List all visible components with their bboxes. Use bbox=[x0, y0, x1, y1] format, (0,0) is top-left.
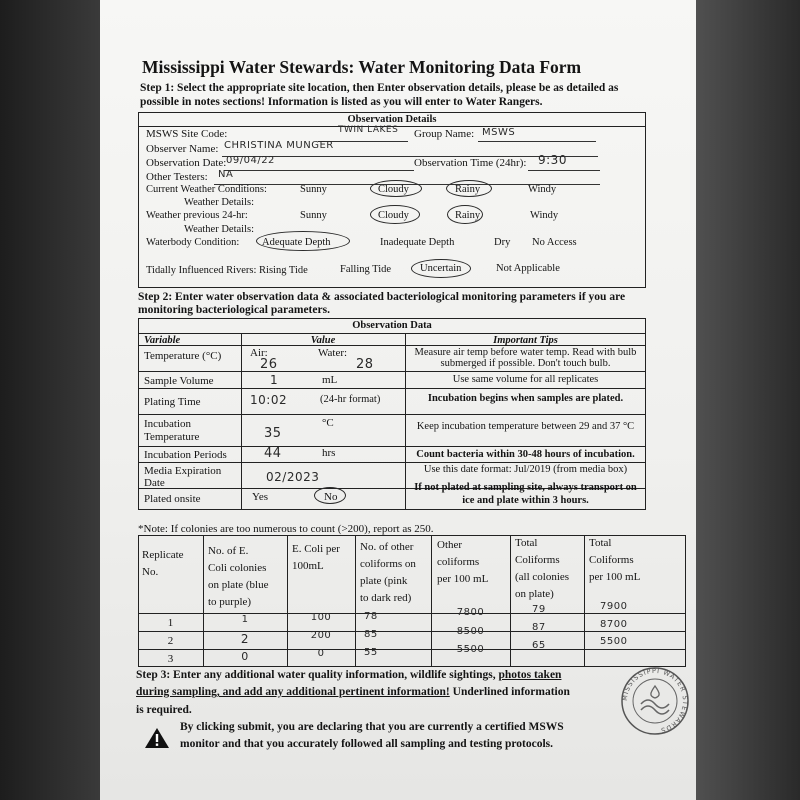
row3-ecoli-per-100ml[interactable]: 0 bbox=[317, 648, 325, 659]
header-total-coliforms-line2: Coliforms bbox=[515, 554, 560, 566]
media-expiration-label-line1: Media Expiration bbox=[144, 465, 222, 477]
step2-line1: Step 2: Enter water observation data & associated bacteriological monitoring parameters if you are bbox=[138, 291, 626, 303]
observation-date-value[interactable]: 09/04/22 bbox=[226, 155, 275, 166]
other-testers-label: Other Testers: bbox=[146, 171, 208, 183]
step3-line1-text: Step 3: Enter any additional water quality information, wildlife sightings, bbox=[136, 669, 499, 681]
colony-note: *Note: If colonies are too numerous to count (>200), report as 250. bbox=[138, 523, 434, 535]
header-total-coliforms-line3: (all colonies bbox=[515, 571, 570, 583]
header-ecoli-colonies-line4: to purple) bbox=[208, 596, 252, 608]
waterbody-condition-label: Waterbody Condition: bbox=[146, 237, 240, 248]
temperature-tip-line1: Measure air temp before water temp. Read with bulb bbox=[414, 347, 637, 358]
prev-weather-windy[interactable]: Windy bbox=[530, 210, 559, 221]
incubation-period-tip: Count bacteria within 30-48 hours of incubation. bbox=[416, 449, 635, 460]
observation-details-heading: Observation Details bbox=[347, 114, 437, 125]
plating-time-value[interactable]: 10:02 bbox=[250, 393, 288, 407]
step3-line1 bbox=[136, 669, 561, 681]
row3-other-coliforms[interactable]: 55 bbox=[364, 647, 378, 658]
header-other-coliforms-line1: No. of other bbox=[360, 541, 414, 553]
incubation-temp-unit: °C bbox=[322, 417, 334, 429]
sample-volume-label: Sample Volume bbox=[144, 375, 214, 387]
adequate-depth-circle-mark bbox=[256, 231, 350, 251]
header-total-per-100ml-line2: Coliforms bbox=[589, 554, 634, 566]
row1-other-coliforms[interactable]: 78 bbox=[364, 611, 378, 622]
incubation-period-value[interactable]: 44 bbox=[264, 446, 282, 461]
incubation-temp-value[interactable]: 35 bbox=[264, 426, 282, 441]
uncertain-circle-mark bbox=[411, 259, 471, 278]
certification-notice-line1: By clicking submit, you are declaring that you are currently a certified MSWS bbox=[180, 721, 564, 733]
water-label: Water: bbox=[318, 347, 348, 359]
row3-ecoli-colonies[interactable]: 0 bbox=[241, 650, 249, 663]
plated-no-circle-mark bbox=[314, 487, 346, 504]
tidal-not-applicable[interactable]: Not Applicable bbox=[496, 263, 560, 274]
plated-onsite-tip-line1: If not plated at sampling site, always transport on bbox=[414, 482, 637, 493]
waterbody-adequate-depth[interactable]: Adequate Depth bbox=[262, 237, 331, 248]
sample-volume-tip: Use same volume for all replicates bbox=[452, 374, 599, 385]
air-temp-value[interactable]: 26 bbox=[260, 357, 278, 372]
incubation-period-label: Incubation Periods bbox=[144, 449, 227, 461]
prev-cloudy-circle-mark bbox=[370, 205, 420, 224]
weather-details-label-2: Weather Details: bbox=[184, 224, 254, 235]
header-replicate-line2: No. bbox=[142, 566, 159, 578]
tidal-uncertain[interactable]: Uncertain bbox=[420, 263, 462, 274]
header-other-per-100ml-line2: coliforms bbox=[437, 556, 480, 568]
water-temp-value[interactable]: 28 bbox=[356, 357, 374, 372]
row2-total-coliforms[interactable]: 87 bbox=[532, 622, 546, 633]
current-weather-sunny[interactable]: Sunny bbox=[300, 184, 327, 195]
current-weather-cloudy[interactable]: Cloudy bbox=[378, 184, 409, 195]
observation-data-heading: Observation Data bbox=[352, 320, 432, 331]
observation-time-value[interactable]: 9:30 bbox=[538, 153, 567, 167]
plating-time-label: Plating Time bbox=[144, 396, 201, 408]
prev-weather-sunny[interactable]: Sunny bbox=[300, 210, 327, 221]
plated-onsite-no[interactable]: No bbox=[324, 491, 338, 503]
row1-total-per-100ml[interactable]: 7900 bbox=[600, 601, 628, 612]
step1-line1: Step 1: Select the appropriate site location, then Enter observation details, please be as detailed as bbox=[140, 82, 619, 94]
plating-time-unit: (24-hr format) bbox=[320, 394, 381, 405]
header-replicate-line1: Replicate bbox=[142, 549, 184, 561]
sample-volume-value[interactable]: 1 bbox=[270, 373, 279, 387]
row2-ecoli-per-100ml[interactable]: 200 bbox=[310, 630, 332, 641]
header-other-per-100ml-line1: Other bbox=[437, 539, 463, 551]
header-total-coliforms-line4: on plate) bbox=[515, 588, 554, 600]
header-ecoli-colonies-line3: on plate (blue bbox=[208, 579, 269, 591]
step3-photos-taken: photos taken bbox=[498, 669, 562, 681]
observation-date-label: Observation Date: bbox=[146, 157, 227, 169]
row2-total-per-100ml[interactable]: 8700 bbox=[600, 619, 628, 630]
incubation-period-unit: hrs bbox=[322, 447, 336, 459]
current-rainy-circle-mark bbox=[446, 180, 492, 197]
row1-ecoli-per-100ml[interactable]: 100 bbox=[310, 612, 332, 623]
step3-line2 bbox=[136, 686, 570, 698]
temperature-tip-line2: submerged if possible. Don't touch bulb. bbox=[440, 358, 611, 369]
step3-line2-text: Underlined information bbox=[449, 686, 570, 698]
header-ecoli-colonies-line1: No. of E. bbox=[208, 545, 249, 557]
header-total-per-100ml-line1: Total bbox=[589, 537, 612, 549]
header-ecoli-colonies-line2: Coli colonies bbox=[208, 562, 267, 574]
form-title: Mississippi Water Stewards: Water Monitoring Data Form bbox=[142, 57, 582, 77]
observation-time-label: Observation Time (24hr): bbox=[414, 157, 527, 169]
row3-total-per-100ml[interactable]: 5500 bbox=[600, 636, 628, 647]
sample-volume-unit: mL bbox=[322, 374, 338, 386]
certification-notice-line2: monitor and that you accurately followed all sampling and testing protocols. bbox=[180, 738, 554, 750]
prev-weather-cloudy[interactable]: Cloudy bbox=[378, 210, 409, 221]
backdrop-right bbox=[696, 0, 800, 800]
header-ecoli-per-100ml-line1: E. Coli per bbox=[292, 543, 340, 555]
header-other-coliforms-line2: coliforms on bbox=[360, 558, 416, 570]
site-code-value[interactable]: TWIN LAKES bbox=[338, 125, 399, 135]
col-value-header: Value bbox=[310, 335, 336, 346]
media-expiration-label-line2: Date bbox=[144, 477, 165, 489]
row3-replicate: 3 bbox=[167, 653, 174, 665]
row1-replicate: 1 bbox=[167, 617, 174, 629]
col-variable-header: Variable bbox=[144, 335, 181, 346]
current-weather-windy[interactable]: Windy bbox=[528, 184, 557, 195]
step3-underlined-text: during sampling, and add any additional pertinent information! bbox=[136, 686, 450, 698]
header-total-coliforms-line1: Total bbox=[515, 537, 538, 549]
current-cloudy-circle-mark bbox=[370, 180, 422, 197]
header-other-coliforms-line4: to dark red) bbox=[360, 592, 412, 604]
row1-total-coliforms[interactable]: 79 bbox=[532, 604, 546, 615]
header-total-per-100ml-line3: per 100 mL bbox=[589, 571, 641, 583]
other-testers-value[interactable]: NA bbox=[218, 169, 234, 180]
row3-other-per-100ml[interactable]: 5500 bbox=[456, 644, 485, 655]
plated-onsite-yes[interactable]: Yes bbox=[252, 491, 269, 503]
temperature-label: Temperature (°C) bbox=[144, 350, 222, 362]
mississippi-water-stewards-logo bbox=[620, 666, 690, 736]
current-weather-label: Current Weather Conditions: bbox=[146, 184, 267, 195]
weather-prev-label: Weather previous 24-hr: bbox=[146, 210, 248, 221]
incubation-temp-label-line1: Incubation bbox=[144, 418, 192, 430]
weather-details-label: Weather Details: bbox=[184, 197, 254, 208]
col-tips-header: Important Tips bbox=[493, 335, 558, 346]
step2-line2: monitoring bacteriological parameters. bbox=[138, 304, 330, 316]
observer-name-label: Observer Name: bbox=[146, 143, 219, 155]
form-paper bbox=[100, 0, 696, 800]
backdrop-left bbox=[0, 0, 100, 800]
plated-onsite-label: Plated onsite bbox=[144, 493, 201, 505]
header-ecoli-per-100ml-line2: 100mL bbox=[292, 560, 324, 572]
air-label: Air: bbox=[250, 347, 268, 359]
plating-time-tip: Incubation begins when samples are plated. bbox=[427, 393, 624, 404]
step3-line3: is required. bbox=[136, 704, 192, 716]
waterbody-no-access[interactable]: No Access bbox=[532, 237, 577, 248]
row1-ecoli-colonies[interactable]: 1 bbox=[241, 614, 249, 625]
group-name-value[interactable]: MSWS bbox=[482, 127, 516, 138]
header-other-coliforms-line3: plate (pink bbox=[360, 575, 408, 587]
prev-weather-rainy[interactable]: Rainy bbox=[455, 210, 481, 221]
waterbody-dry[interactable]: Dry bbox=[494, 237, 511, 248]
row2-ecoli-colonies[interactable]: 2 bbox=[240, 632, 250, 646]
tidal-rivers-label: Tidally Influenced Rivers: Rising Tide bbox=[146, 265, 308, 276]
logo-ring-text: MISSISSIPPI WATER STEWARDS bbox=[620, 666, 690, 735]
plated-onsite-tip-line2: ice and plate within 3 hours. bbox=[462, 495, 589, 506]
row3-total-coliforms[interactable]: 65 bbox=[532, 640, 546, 651]
site-code-label: MSWS Site Code: bbox=[146, 128, 228, 140]
media-expiration-value[interactable]: 02/2023 bbox=[266, 470, 320, 484]
observer-name-value[interactable]: CHRISTINA MUNGER bbox=[224, 140, 334, 151]
media-expiration-tip: Use this date format: Jul/2019 (from media box) bbox=[423, 464, 628, 475]
incubation-temp-tip: Keep incubation temperature between 29 and 37 °C bbox=[416, 421, 635, 432]
row1-other-per-100ml[interactable]: 7800 bbox=[456, 607, 485, 618]
incubation-temp-label-line2: Temperature bbox=[144, 431, 200, 443]
waterbody-inadequate-depth[interactable]: Inadequate Depth bbox=[380, 237, 455, 248]
tidal-falling-tide[interactable]: Falling Tide bbox=[340, 264, 392, 275]
row2-other-coliforms[interactable]: 85 bbox=[364, 629, 378, 640]
row2-other-per-100ml[interactable]: 8500 bbox=[456, 626, 485, 637]
step1-line2: possible in notes sections! Information is listed as you will enter to Water Rangers. bbox=[140, 96, 543, 108]
warning-icon bbox=[144, 727, 170, 749]
current-weather-rainy[interactable]: Rainy bbox=[455, 184, 481, 195]
header-other-per-100ml-line3: per 100 mL bbox=[437, 573, 489, 585]
group-name-label: Group Name: bbox=[414, 128, 475, 140]
row2-replicate: 2 bbox=[167, 635, 174, 647]
prev-rainy-circle-mark bbox=[447, 205, 483, 224]
